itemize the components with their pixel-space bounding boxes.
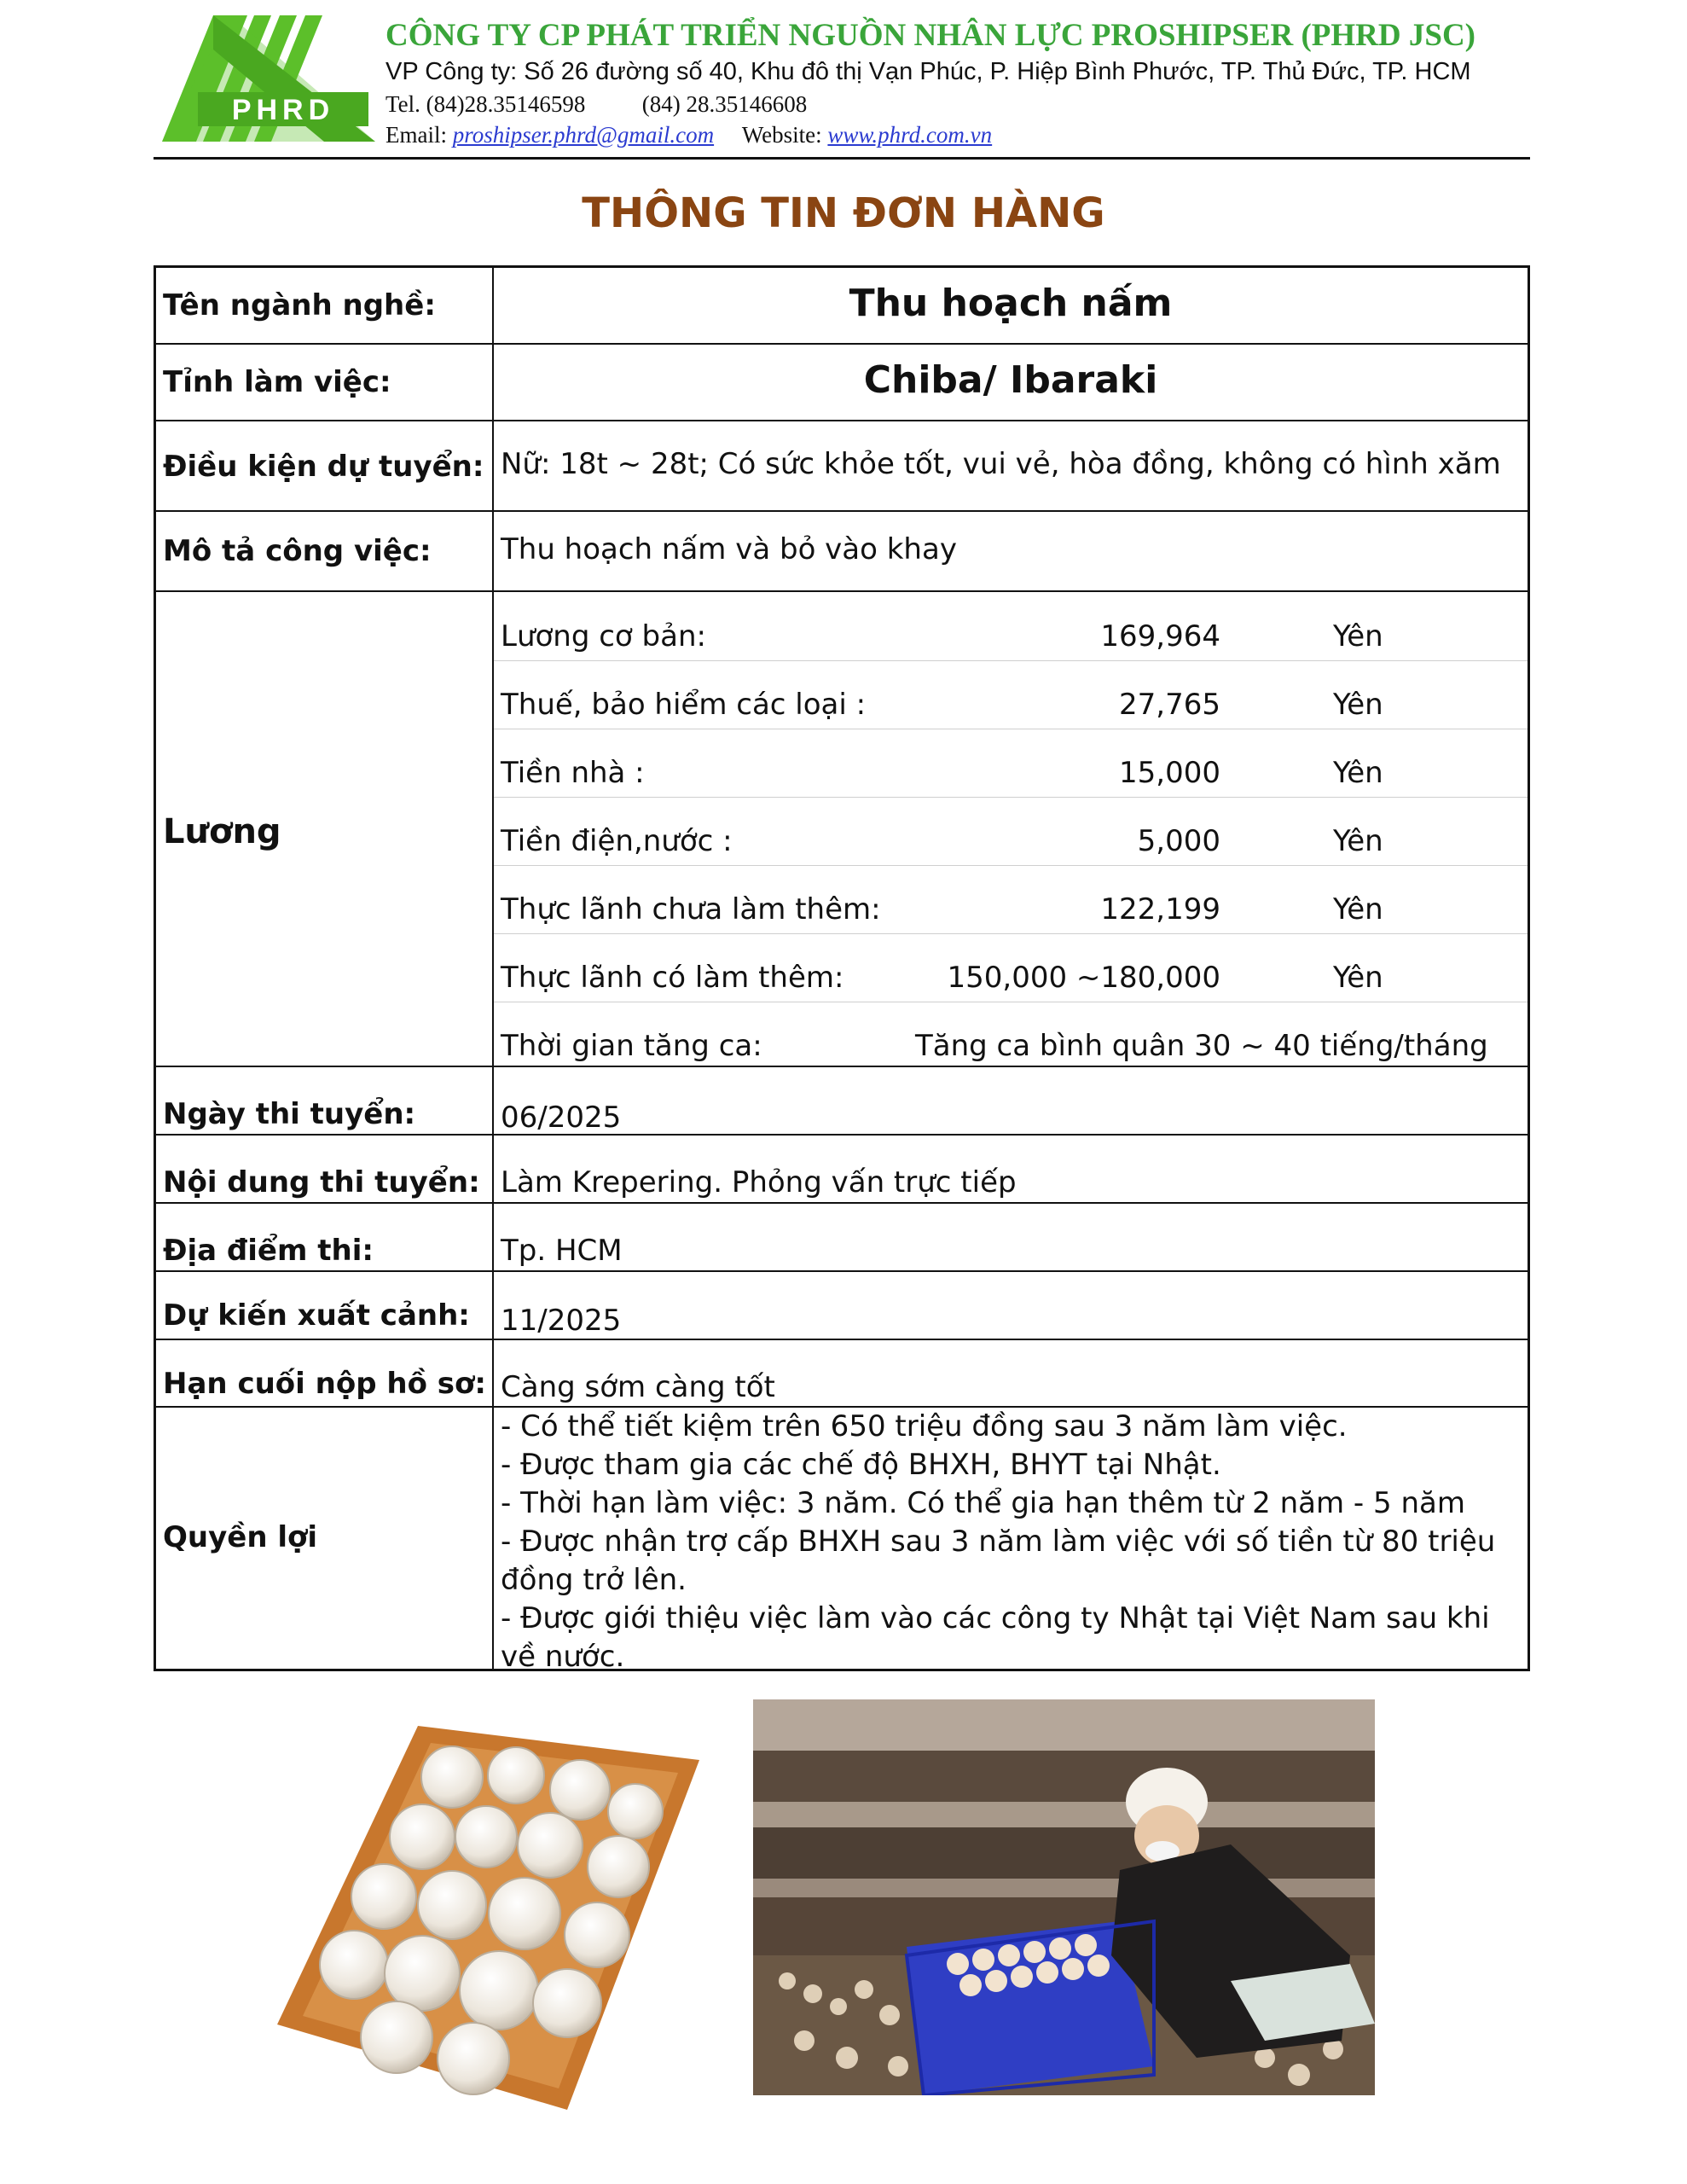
salary-row-unit: Yên <box>1333 619 1383 653</box>
salary-subdivider <box>494 865 1528 866</box>
salary-row-label: Thuế, bảo hiểm các loại : <box>501 688 867 722</box>
conditions-value: Nữ: 18t ~ 28t; Có sức khỏe tốt, vui vẻ, hòa đồng, không có hình xăm <box>501 447 1501 481</box>
province-label: Tỉnh làm việc: <box>163 365 391 399</box>
overtime-value: Tăng ca bình quân 30 ~ 40 tiếng/tháng <box>915 1029 1488 1063</box>
benefit-item: - Có thể tiết kiệm trên 650 triệu đồng sau 3 năm làm việc. <box>501 1409 1348 1443</box>
salary-row-label: Lương cơ bản: <box>501 619 706 653</box>
row-divider <box>156 590 1528 592</box>
deadline-value: Càng sớm càng tốt <box>501 1370 775 1404</box>
departure-label: Dự kiến xuất cảnh: <box>163 1298 470 1333</box>
province-value: Chiba/ Ibaraki <box>863 358 1158 402</box>
salary-label: Lương <box>163 812 281 851</box>
company-contact <box>386 119 1580 150</box>
benefits-list <box>501 1408 1516 1676</box>
header-divider <box>154 157 1530 160</box>
exam-place-value: Tp. HCM <box>501 1234 623 1268</box>
job-value: Thu hoạch nấm <box>849 282 1173 325</box>
row-divider <box>156 420 1528 421</box>
row-divider <box>156 510 1528 512</box>
mushroom-tray-photo <box>269 1709 712 2118</box>
row-divider <box>156 1066 1528 1067</box>
overtime-label: Thời gian tăng ca: <box>501 1029 762 1063</box>
salary-row-label: Tiền nhà : <box>501 756 645 790</box>
row-divider <box>156 1134 1528 1136</box>
company-address: VP Công ty: Số 26 đường số 40, Khu đô thị Vạn Phúc, P. Hiệp Bình Phước, TP. Thủ Đức, TP. HCM <box>386 58 1471 85</box>
salary-subdivider <box>494 660 1528 661</box>
benefit-item: - Được nhận trợ cấp BHXH sau 3 năm làm việc với số tiền từ 80 triệu đồng trở lên. <box>501 1525 1496 1597</box>
conditions-label: Điều kiện dự tuyển: <box>163 450 484 484</box>
salary-row-label: Tiền điện,nước : <box>501 824 733 858</box>
salary-row-unit: Yên <box>1333 824 1383 858</box>
exam-content-label: Nội dung thi tuyển: <box>163 1165 480 1199</box>
phone-1: Tel. (84)28.35146598 <box>386 91 586 117</box>
salary-row-amount: 122,199 <box>1100 892 1220 926</box>
salary-row-amount: 27,765 <box>1119 688 1220 722</box>
exam-place-label: Địa điểm thi: <box>163 1234 374 1268</box>
deadline-label: Hạn cuối nộp hồ sơ: <box>163 1367 486 1401</box>
page-title: THÔNG TIN ĐƠN HÀNG <box>582 189 1105 237</box>
exam-date-value: 06/2025 <box>501 1101 622 1135</box>
salary-row-amount: 150,000 ~180,000 <box>947 961 1220 995</box>
row-divider <box>156 1270 1528 1272</box>
company-phone <box>386 89 1580 119</box>
salary-row-unit: Yên <box>1333 688 1383 722</box>
salary-row-unit: Yên <box>1333 961 1383 995</box>
benefits-label: Quyền lợi <box>163 1520 318 1554</box>
salary-row-label: Thực lãnh có làm thêm: <box>501 961 844 995</box>
phrd-logo <box>162 15 375 142</box>
salary-row-unit: Yên <box>1333 892 1383 926</box>
job-label: Tên ngành nghề: <box>163 288 436 322</box>
benefit-item: - Được tham gia các chế độ BHXH, BHYT tại Nhật. <box>501 1448 1221 1482</box>
description-value: Thu hoạch nấm và bỏ vào khay <box>501 532 957 566</box>
phone-2: (84) 28.35146608 <box>641 91 808 117</box>
description-label: Mô tả công việc: <box>163 534 432 568</box>
row-divider <box>156 1202 1528 1204</box>
departure-value: 11/2025 <box>501 1304 622 1338</box>
salary-subdivider <box>494 933 1528 934</box>
row-divider <box>156 1339 1528 1340</box>
exam-content-value: Làm Krepering. Phỏng vấn trực tiếp <box>501 1165 1017 1199</box>
website-link[interactable]: www.phrd.com.vn <box>827 122 993 148</box>
email-label: Email: <box>386 122 447 148</box>
salary-row-amount: 5,000 <box>1137 824 1220 858</box>
mushroom-harvest-photo <box>753 1699 1375 2095</box>
benefit-item: - Được giới thiệu việc làm vào các công ty Nhật tại Việt Nam sau khi về nước. <box>501 1601 1490 1674</box>
company-name: CÔNG TY CP PHÁT TRIỂN NGUỒN NHÂN LỰC PROSHIPSER (PHRD JSC) <box>386 18 1475 53</box>
logo-text: PHRD <box>231 94 335 126</box>
column-divider <box>492 268 494 1669</box>
exam-date-label: Ngày thi tuyển: <box>163 1097 416 1131</box>
email-link[interactable]: proshipser.phrd@gmail.com <box>452 122 715 148</box>
benefit-item: - Thời hạn làm việc: 3 năm. Có thể gia hạn thêm từ 2 năm - 5 năm <box>501 1486 1465 1520</box>
company-info <box>386 17 1580 150</box>
salary-row-unit: Yên <box>1333 756 1383 790</box>
salary-row-amount: 15,000 <box>1119 756 1220 790</box>
salary-row-amount: 169,964 <box>1100 619 1220 653</box>
order-info-table <box>154 265 1530 1674</box>
row-divider <box>156 343 1528 345</box>
website-label: Website: <box>741 122 822 148</box>
salary-subdivider <box>494 797 1528 798</box>
salary-row-label: Thực lãnh chưa làm thêm: <box>501 892 881 926</box>
